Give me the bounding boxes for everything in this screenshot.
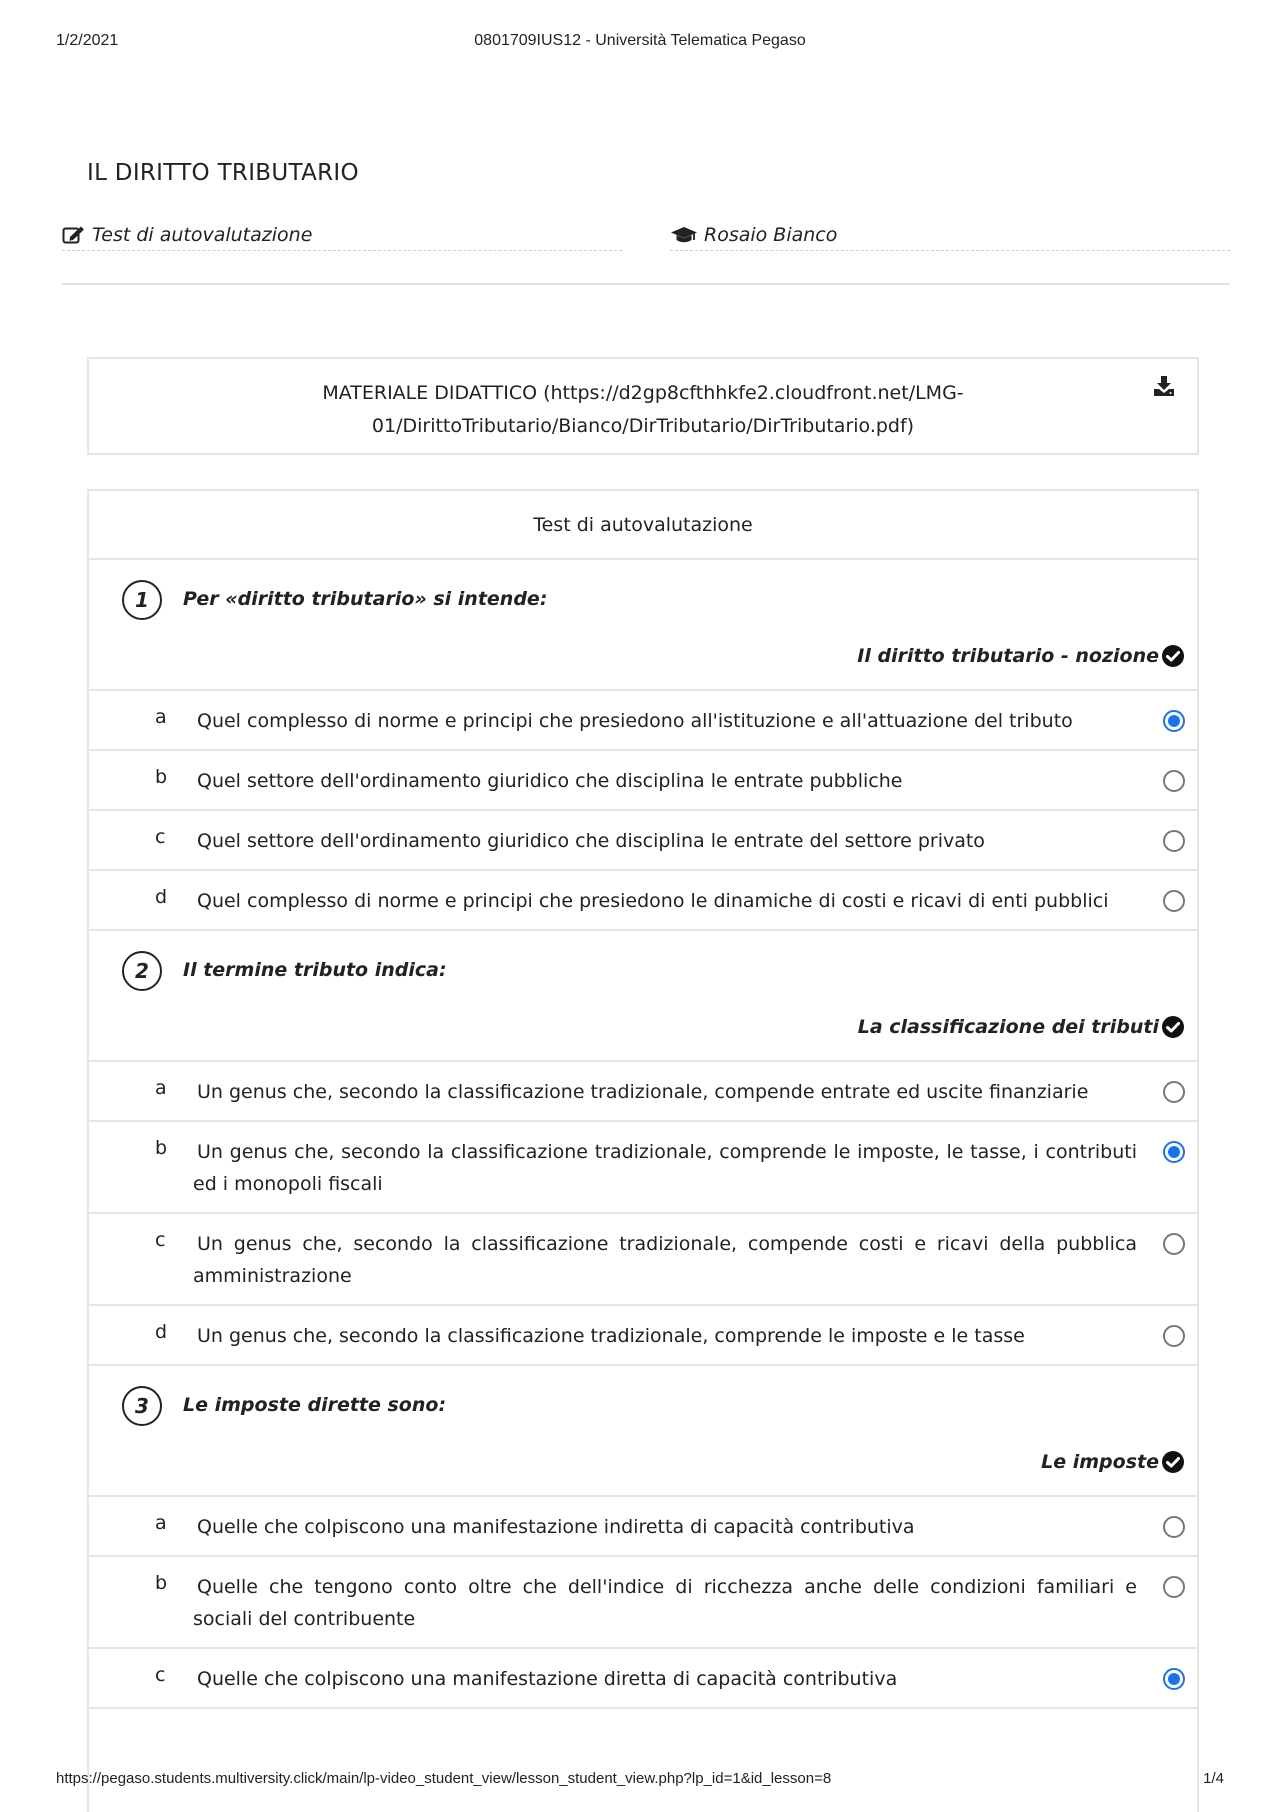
header-divider xyxy=(62,283,1230,285)
question-text: Il termine tributo indica: xyxy=(183,959,447,981)
answer-radio[interactable] xyxy=(1163,1233,1185,1255)
teacher xyxy=(670,220,1230,251)
answer-letter: a xyxy=(155,706,167,728)
section-label-text: Test di autovalutazione xyxy=(92,224,313,246)
answer-letter: d xyxy=(155,1321,168,1343)
print-url: https://pegaso.students.multiversity.click/main/lp-video_student_view/lesson_student_view.php?lp_id=1&id_lesson=8 xyxy=(56,1770,832,1787)
print-date: 1/2/2021 xyxy=(56,32,119,49)
topic-text: Le imposte xyxy=(1041,1451,1159,1473)
answer-option[interactable] xyxy=(89,1306,1197,1366)
question-2 xyxy=(89,931,1197,994)
answer-text: Quel complesso di norme e principi che presiedono le dinamiche di costi e ricavi di enti pubblici xyxy=(197,890,1109,912)
test-title: Test di autovalutazione xyxy=(89,491,1197,560)
answer-letter: d xyxy=(155,886,168,908)
check-circle-icon xyxy=(1161,1015,1185,1039)
check-circle-icon xyxy=(1161,644,1185,668)
answer-letter: c xyxy=(155,1664,166,1686)
answer-option[interactable] xyxy=(89,811,1197,871)
answer-text: Un genus che, secondo la classificazione tradizionale, compende costi e ricavi della pubblica amministrazione xyxy=(193,1233,1137,1287)
question-3 xyxy=(89,1366,1197,1429)
answer-text: Quel complesso di norme e principi che presiedono all'istituzione e all'attuazione del tributo xyxy=(197,710,1073,732)
section-label xyxy=(62,220,622,251)
materials-box xyxy=(87,357,1199,455)
print-page-number: 1/4 xyxy=(1203,1770,1224,1787)
materials-line-1: MATERIALE DIDATTICO (https://d2gp8cfthhkfe2.cloudfront.net/LMG- xyxy=(322,382,964,404)
answer-letter: a xyxy=(155,1512,167,1534)
answer-letter: a xyxy=(155,1077,167,1099)
question-number: 1 xyxy=(122,580,162,620)
answer-option[interactable] xyxy=(89,871,1197,931)
answer-radio[interactable] xyxy=(1163,1081,1185,1103)
question-text: Le imposte dirette sono: xyxy=(183,1394,447,1416)
answer-letter: b xyxy=(155,1137,168,1159)
answer-option[interactable] xyxy=(89,1122,1197,1214)
question-number: 2 xyxy=(122,951,162,991)
answer-option[interactable] xyxy=(89,1214,1197,1306)
graduation-cap-icon xyxy=(670,225,698,245)
test-panel xyxy=(87,489,1199,1812)
answer-text: Quel settore dell'ordinamento giuridico che disciplina le entrate del settore privato xyxy=(197,830,985,852)
answer-option[interactable] xyxy=(89,751,1197,811)
edit-icon xyxy=(62,225,86,245)
answer-letter: c xyxy=(155,826,166,848)
materials-link[interactable] xyxy=(149,377,1137,443)
answer-radio[interactable] xyxy=(1163,830,1185,852)
answer-option[interactable] xyxy=(89,1062,1197,1122)
answer-radio[interactable] xyxy=(1163,1141,1185,1163)
answer-text: Un genus che, secondo la classificazione tradizionale, comprende le imposte e le tasse xyxy=(197,1325,1025,1347)
topic-text: La classificazione dei tributi xyxy=(857,1016,1159,1038)
answer-radio[interactable] xyxy=(1163,890,1185,912)
question-topic xyxy=(89,994,1197,1062)
topic-text: Il diritto tributario - nozione xyxy=(857,645,1159,667)
answer-text: Quelle che colpiscono una manifestazione diretta di capacità contributiva xyxy=(197,1668,898,1690)
course-title: IL DIRITTO TRIBUTARIO xyxy=(87,160,359,186)
answer-text: Quel settore dell'ordinamento giuridico che disciplina le entrate pubbliche xyxy=(197,770,903,792)
question-1 xyxy=(89,560,1197,623)
answer-letter: b xyxy=(155,1572,168,1594)
print-header xyxy=(56,32,1224,54)
answer-text: Un genus che, secondo la classificazione tradizionale, compende entrate ed uscite finanziarie xyxy=(197,1081,1089,1103)
answer-text: Quelle che tengono conto oltre che dell'indice di ricchezza anche delle condizioni familiari e sociali del contribuente xyxy=(193,1576,1137,1630)
answer-radio[interactable] xyxy=(1163,1325,1185,1347)
answer-letter: c xyxy=(155,1229,166,1251)
answer-radio[interactable] xyxy=(1163,1576,1185,1598)
answer-option[interactable] xyxy=(89,1649,1197,1709)
teacher-name: Rosaio Bianco xyxy=(704,224,838,246)
download-icon[interactable] xyxy=(1153,375,1175,397)
question-topic xyxy=(89,1429,1197,1497)
answer-text: Un genus che, secondo la classificazione tradizionale, comprende le imposte, le tasse, i contributi ed i monopoli fiscali xyxy=(193,1141,1137,1195)
answer-option[interactable] xyxy=(89,1557,1197,1649)
answer-radio[interactable] xyxy=(1163,770,1185,792)
answer-letter: b xyxy=(155,766,168,788)
answer-radio[interactable] xyxy=(1163,1668,1185,1690)
print-footer xyxy=(56,1770,1224,1792)
answer-text: Quelle che colpiscono una manifestazione indiretta di capacità contributiva xyxy=(197,1516,915,1538)
check-circle-icon xyxy=(1161,1450,1185,1474)
question-number: 3 xyxy=(122,1386,162,1426)
answer-radio[interactable] xyxy=(1163,710,1185,732)
materials-line-2: 01/DirittoTributario/Bianco/DirTributario/DirTributario.pdf) xyxy=(371,415,915,437)
question-topic xyxy=(89,623,1197,691)
answer-option[interactable] xyxy=(89,691,1197,751)
answer-option[interactable] xyxy=(89,1497,1197,1557)
print-title: 0801709IUS12 - Università Telematica Pegaso xyxy=(474,32,806,49)
answer-radio[interactable] xyxy=(1163,1516,1185,1538)
question-text: Per «diritto tributario» si intende: xyxy=(183,588,548,610)
